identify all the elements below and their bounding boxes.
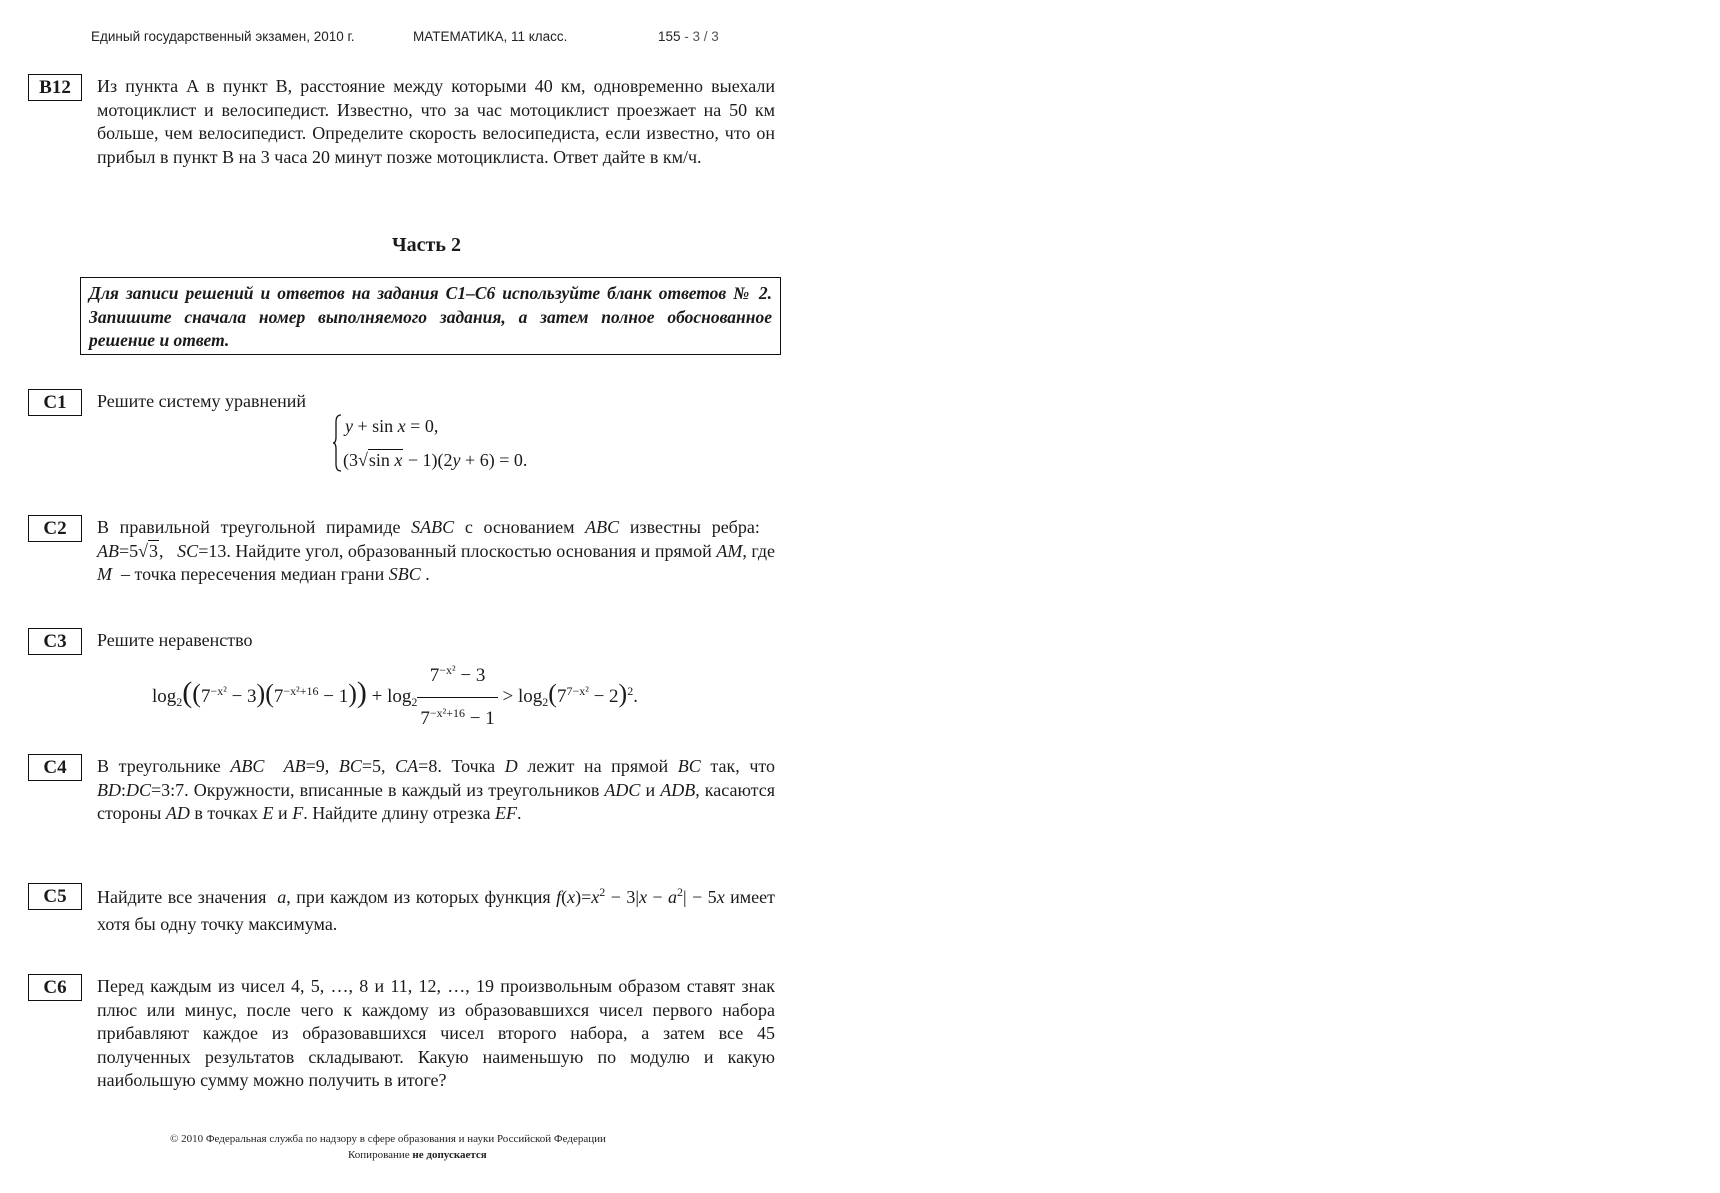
c4-text-g: в точках	[194, 803, 259, 823]
c4-text-h: Найдите длину отрезка	[312, 803, 491, 823]
copy-restriction-pre: Копирование	[348, 1149, 410, 1161]
copyright-line: © 2010 Федеральная служба по надзору в сфере образования и науки Российской Федерации	[170, 1133, 606, 1145]
c4-text-e: Окружности, вписанные в каждый из треугольников	[193, 779, 600, 800]
c2-text-e: , где	[742, 540, 776, 561]
variant-number: 155	[658, 29, 681, 44]
copy-restriction	[348, 1149, 487, 1161]
c4-text-a: В треугольнике	[97, 756, 221, 776]
part2-title: Часть 2	[392, 234, 461, 256]
c5-text-c: имеет хотя бы одну точку максимума.	[97, 887, 776, 934]
c4-text-f: касаются стороны	[97, 779, 776, 823]
task-b12-text: Из пункта A в пункт B, расстояние между которыми 40 км, одновременно выехали мотоциклист и велосипедист. Известно, что за час мотоциклист проезжает на 50 км больше, чем велосипедист. Определите скорость велосипедиста, если известно, что он прибыл в пункт B на 3 часа 20 минут позже мотоциклиста. Ответ дайте в км/ч.	[97, 76, 775, 167]
c4-text-c: лежит на прямой	[527, 756, 669, 776]
page-number	[658, 29, 719, 44]
c1-equation-2: (3√sin x − 1)(2y + 6) = 0.	[343, 450, 528, 470]
c2-text-a: В правильной треугольной пирамиде	[97, 517, 401, 537]
c4-text-d: так, что	[710, 756, 776, 776]
part2-instructions: Для записи решений и ответов на задания С1–С6 используйте бланк ответов № 2. Запишите сначала номер выполняемого задания, а затем полное обоснованное решение и ответ.	[80, 277, 781, 355]
task-label-c5: C5	[28, 883, 82, 910]
task-c2-text: В правильной треугольной пирамиде SABC с основанием ABC известны ребра: AB=5√3, SC=13. Найдите угол, образованный плоскостью основания и прямой AM, где M – точка пересечения медиан грани SBC .	[97, 517, 776, 584]
task-c3-text: Решите неравенство	[97, 630, 253, 650]
task-c5-text: Найдите все значения a, при каждом из которых функция $f(x)=x^2 - 3|x - a^2| - 5x$ имеет хотя бы одну точку максимума.	[97, 885, 776, 934]
task-c4-text: В треугольнике ABC AB=9, BC=5, CA=8. Точка D лежит на прямой BC так, что BD:DC=3:7. Окружности, вписанные в каждый из треугольников ADC и ADB, касаются стороны AD в точках E и F. Найдите длину отрезка EF.	[97, 756, 776, 823]
copy-restriction-bold: не допускается	[412, 1149, 487, 1161]
c4-text-b: Точка	[451, 756, 496, 776]
c1-equation-1: y + sin x = 0,	[345, 416, 439, 436]
task-label-c1: C1	[28, 389, 82, 416]
task-label-c6: C6	[28, 974, 82, 1001]
c2-text-f: – точка пересечения медиан грани	[121, 564, 385, 584]
system-brace	[332, 414, 342, 472]
c2-text-b: с основанием	[464, 517, 575, 537]
task-label-c4: C4	[28, 754, 82, 781]
c3-fraction: $\frac{7^{-x^2} - 3}{7^{-x^2+16} - 1}$	[417, 656, 497, 739]
task-label-b12: B12	[28, 74, 82, 101]
exam-title: Единый государственный экзамен, 2010 г.	[91, 29, 355, 44]
task-c1-text: Решите систему уравнений	[97, 391, 306, 411]
c5-text-a: Найдите все значения	[97, 887, 267, 907]
page-indicator: - 3 / 3	[684, 29, 719, 44]
c2-text-d: Найдите угол, образованный плоскостью основания и прямой	[235, 540, 712, 561]
subject-title: МАТЕМАТИКА, 11 класс.	[413, 29, 568, 44]
c3-inequality: $\log_2((7^{-x^2} - 3)(7^{-x^2+16} - 1)) + \log_2$ $\frac{7^{-x^2} - 3}{7^{-x^2+16} - 1}$ > $\log_2(7^{7-x^2} - 2)^2$.	[152, 656, 638, 739]
task-c6-text: Перед каждым из чисел 4, 5, …, 8 и 11, 12, …, 19 произвольным образом ставят знак плюс или минус, после чего к каждому из образовавшихся чисел первого набора прибавляют каждое из образовавшихся чисел второго набора, а затем все 45 полученных результатов складывают. Какую наименьшую по модулю и какую наибольшую сумму можно получить в итоге?	[97, 976, 775, 1090]
task-label-c3: C3	[28, 628, 82, 655]
c5-text-b: , при каждом из которых функция	[286, 887, 551, 907]
c2-text-c: известны ребра:	[629, 517, 760, 537]
task-label-c2: C2	[28, 515, 82, 542]
